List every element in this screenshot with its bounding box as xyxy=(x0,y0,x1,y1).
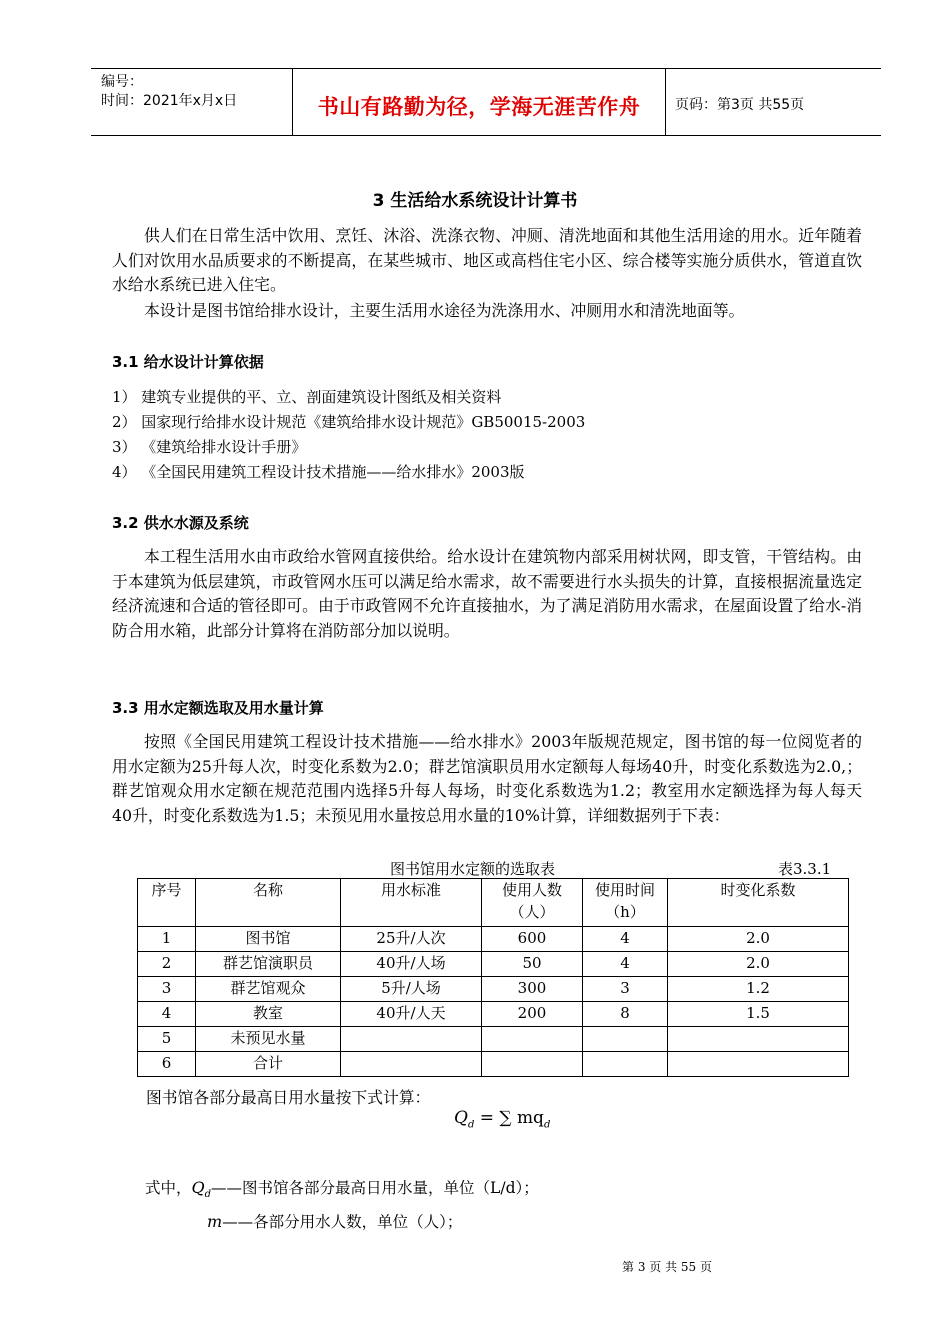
cell: 2.0 xyxy=(668,927,849,952)
cell: 4 xyxy=(583,927,668,952)
formula-lhs-sub: d xyxy=(467,1119,475,1131)
cell: 4 xyxy=(138,1002,196,1027)
table-caption: 图书馆用水定额的选取表 xyxy=(390,860,556,878)
section-3-3-body: 按照《全国民用建筑工程设计技术措施——给水排水》2003年版规范规定，图书馆的每一位阅览者的用水定额为25升每人次，时变化系数为2.0；群艺馆演职员用水定额每人每场40升，时变化系数选为2.0,；群艺馆观众用水定额在规范范围内选择5升每人每场，时变化系数选为1.2；教室用水定额选择为每人每天40升，时变化系数选为1.5；未预见用水量按总用水量的10%计算，详细数据列于下表： xyxy=(112,732,862,825)
page-footer: 第 3 页 共 55 页 xyxy=(622,1260,712,1274)
intro-paragraph-2: 本设计是图书馆给排水设计，主要生活用水途径为洗涤用水、冲厕用水和清洗地面等。 xyxy=(144,301,745,320)
cell: 40升/人场 xyxy=(341,952,482,977)
cell: 群艺馆演职员 xyxy=(196,952,341,977)
formula-rhs: = ∑ mq xyxy=(479,1108,544,1128)
definition-m xyxy=(207,1210,462,1232)
cell: 2 xyxy=(138,952,196,977)
cell: 4 xyxy=(583,952,668,977)
cell: 600 xyxy=(482,927,583,952)
cell: 5 xyxy=(138,1027,196,1052)
cell xyxy=(668,1027,849,1052)
cell: 40升/人天 xyxy=(341,1002,482,1027)
header-cell: 用水标准 xyxy=(341,879,482,927)
table-row xyxy=(138,1027,849,1052)
definition-qd xyxy=(145,1176,539,1200)
section-3-2-heading: 3.2 供水水源及系统 xyxy=(112,514,249,532)
formula-lhs: Q xyxy=(454,1108,468,1128)
document-title: 3 生活给水系统设计计算书 xyxy=(372,191,578,211)
cell: 2.0 xyxy=(668,952,849,977)
cell: 1.5 xyxy=(668,1002,849,1027)
water-quota-table xyxy=(137,878,849,1077)
cell xyxy=(668,1052,849,1077)
cell: 1.2 xyxy=(668,977,849,1002)
basis-item: 3） 《建筑给排水设计手册》 xyxy=(112,438,307,456)
table-row xyxy=(138,1052,849,1077)
basis-item: 2） 国家现行给排水设计规范《建筑给排水设计规范》GB50015-2003 xyxy=(112,413,586,431)
cell: 8 xyxy=(583,1002,668,1027)
cell: 群艺馆观众 xyxy=(196,977,341,1002)
table-row xyxy=(138,927,849,952)
header-page-label: 页码：第3页 共55页 xyxy=(675,97,805,113)
formula-rhs-sub: d xyxy=(543,1119,551,1131)
cell: 3 xyxy=(138,977,196,1002)
cell: 合计 xyxy=(196,1052,341,1077)
cell: 50 xyxy=(482,952,583,977)
cell xyxy=(482,1052,583,1077)
formula xyxy=(454,1108,550,1130)
cell xyxy=(583,1052,668,1077)
header-cell: 序号 xyxy=(138,879,196,927)
qd-sub: d xyxy=(204,1189,212,1201)
table-number: 表3.3.1 xyxy=(778,860,832,878)
number-label: 编号： xyxy=(101,74,143,90)
table-row xyxy=(138,952,849,977)
cell: 6 xyxy=(138,1052,196,1077)
cell: 3 xyxy=(583,977,668,1002)
basis-item: 4） 《全国民用建筑工程设计技术措施——给水排水》2003版 xyxy=(112,463,525,481)
cell xyxy=(341,1052,482,1077)
qd-symbol: Q xyxy=(191,1178,205,1197)
header-cell: 使用人数（人） xyxy=(482,879,583,927)
definition-intro: 式中， xyxy=(145,1179,192,1197)
cell: 25升/人次 xyxy=(341,927,482,952)
table-header-row xyxy=(138,879,849,927)
cell: 5升/人场 xyxy=(341,977,482,1002)
header-cell: 使用时间（h） xyxy=(583,879,668,927)
header-cell: 名称 xyxy=(196,879,341,927)
cell xyxy=(341,1027,482,1052)
time-label: 时间：2021年x月x日 xyxy=(101,93,238,109)
cell: 未预见水量 xyxy=(196,1027,341,1052)
table-row xyxy=(138,1002,849,1027)
section-3-1-heading: 3.1 给水设计计算依据 xyxy=(112,353,264,371)
cell xyxy=(482,1027,583,1052)
header-cell: 时变化系数 xyxy=(668,879,849,927)
section-3-3-heading: 3.3 用水定额选取及用水量计算 xyxy=(112,699,324,717)
header-motto: 书山有路勤为径，学海无涯苦作舟 xyxy=(317,95,641,119)
cell: 200 xyxy=(482,1002,583,1027)
cell: 1 xyxy=(138,927,196,952)
table-row xyxy=(138,977,849,1002)
cell: 图书馆 xyxy=(196,927,341,952)
qd-text: ——图书馆各部分最高日用水量，单位（L/d）； xyxy=(211,1179,539,1197)
page-header xyxy=(91,68,881,136)
formula-intro: 图书馆各部分最高日用水量按下式计算： xyxy=(146,1088,431,1107)
m-text: ——各部分用水人数，单位（人）； xyxy=(222,1213,463,1231)
header-divider xyxy=(665,69,666,135)
m-symbol: m xyxy=(207,1212,223,1231)
intro-paragraph-1: 供人们在日常生活中饮用、烹饪、沐浴、洗涤衣物、冲厕、清洗地面和其他生活用途的用水。近年随着人们对饮用水品质要求的不断提高，在某些城市、地区或高档住宅小区、综合楼等实施分质供水，管道直饮水给水系统已进入住宅。 xyxy=(112,226,862,294)
header-left xyxy=(101,73,237,111)
cell: 300 xyxy=(482,977,583,1002)
cell xyxy=(583,1027,668,1052)
basis-item: 1） 建筑专业提供的平、立、剖面建筑设计图纸及相关资料 xyxy=(112,388,502,406)
cell: 教室 xyxy=(196,1002,341,1027)
section-3-2-body: 本工程生活用水由市政给水管网直接供给。给水设计在建筑物内部采用树状网，即支管，干管结构。由于本建筑为低层建筑，市政管网水压可以满足给水需求，故不需要进行水头损失的计算，直接根据流量选定经济流速和合适的管径即可。由于市政管网不允许直接抽水，为了满足消防用水需求，在屋面设置了给水-消防合用水箱，此部分计算将在消防部分加以说明。 xyxy=(112,547,862,640)
